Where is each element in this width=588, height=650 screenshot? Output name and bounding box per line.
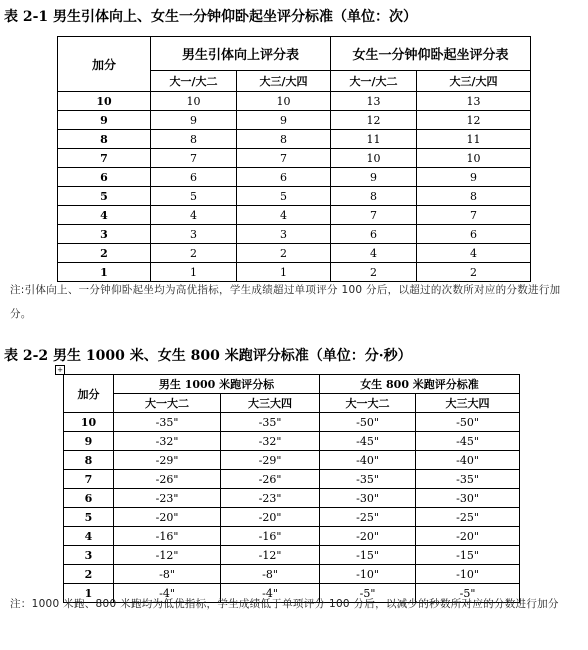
value-cell: 12 (331, 111, 417, 130)
score-cell: 4 (64, 527, 114, 546)
table-row (58, 111, 531, 130)
value-cell: 10 (331, 149, 417, 168)
value-cell: -23" (221, 489, 320, 508)
value-cell: -40" (416, 451, 520, 470)
score-cell: 5 (58, 187, 151, 206)
value-cell: 11 (331, 130, 417, 149)
table2 (63, 374, 520, 603)
table2-group-male: 男生 1000 米跑评分标 (114, 375, 320, 394)
value-cell: 6 (417, 225, 531, 244)
table2-sub-header: 大三大四 (221, 394, 320, 413)
table2-note: 注：1000 米跑、800 米跑均为低优指标，学生成绩低于单项评分 100 分后，以减少的秒数所对应的分数进行加分 (10, 598, 559, 610)
score-cell: 1 (64, 584, 114, 603)
score-cell: 9 (64, 432, 114, 451)
value-cell: -8" (221, 565, 320, 584)
value-cell: 5 (151, 187, 237, 206)
value-cell: 2 (151, 244, 237, 263)
value-cell: 2 (331, 263, 417, 282)
value-cell: -12" (221, 546, 320, 565)
value-cell: 8 (151, 130, 237, 149)
value-cell: -12" (114, 546, 221, 565)
value-cell: 4 (151, 206, 237, 225)
value-cell: -15" (416, 546, 520, 565)
table-row (64, 508, 520, 527)
value-cell: -32" (221, 432, 320, 451)
table-row (64, 527, 520, 546)
table-row (58, 92, 531, 111)
table-row (58, 244, 531, 263)
value-cell: -35" (221, 413, 320, 432)
value-cell: -35" (416, 470, 520, 489)
table-row (64, 451, 520, 470)
value-cell: -29" (114, 451, 221, 470)
value-cell: -25" (320, 508, 416, 527)
value-cell: 6 (237, 168, 331, 187)
value-cell: 4 (331, 244, 417, 263)
value-cell: -20" (221, 508, 320, 527)
value-cell: -45" (416, 432, 520, 451)
table1-title: 表 2-1 男生引体向上、女生一分钟仰卧起坐评分标准（单位：次） (4, 9, 418, 25)
table1-sub-header: 大一/大二 (151, 71, 237, 92)
value-cell: -30" (416, 489, 520, 508)
table2-sub-header: 大一大二 (114, 394, 221, 413)
value-cell: 9 (331, 168, 417, 187)
value-cell: -45" (320, 432, 416, 451)
value-cell: 7 (237, 149, 331, 168)
table-row (58, 187, 531, 206)
score-cell: 7 (58, 149, 151, 168)
score-cell: 10 (64, 413, 114, 432)
value-cell: -20" (416, 527, 520, 546)
value-cell: 10 (151, 92, 237, 111)
table-row (64, 432, 520, 451)
value-cell: 8 (331, 187, 417, 206)
table-move-handle-icon[interactable]: + (55, 365, 65, 375)
score-cell: 7 (64, 470, 114, 489)
score-cell: 9 (58, 111, 151, 130)
value-cell: 12 (417, 111, 531, 130)
value-cell: -23" (114, 489, 221, 508)
table-row (58, 149, 531, 168)
value-cell: -50" (320, 413, 416, 432)
value-cell: 13 (417, 92, 531, 111)
score-cell: 10 (58, 92, 151, 111)
score-cell: 1 (58, 263, 151, 282)
table1-group-female: 女生一分钟仰卧起坐评分表 (331, 37, 531, 71)
table-row (64, 489, 520, 508)
table-row (58, 168, 531, 187)
value-cell: 10 (417, 149, 531, 168)
value-cell: -32" (114, 432, 221, 451)
value-cell: -25" (416, 508, 520, 527)
value-cell: 9 (417, 168, 531, 187)
table-row (58, 225, 531, 244)
value-cell: -10" (320, 565, 416, 584)
value-cell: -8" (114, 565, 221, 584)
value-cell: -30" (320, 489, 416, 508)
value-cell: 8 (237, 130, 331, 149)
table2-sub-header: 大三大四 (416, 394, 520, 413)
value-cell: 4 (417, 244, 531, 263)
value-cell: -5" (320, 584, 416, 603)
value-cell: -4" (114, 584, 221, 603)
value-cell: -26" (114, 470, 221, 489)
value-cell: 7 (331, 206, 417, 225)
value-cell: 9 (151, 111, 237, 130)
value-cell: -35" (114, 413, 221, 432)
score-cell: 4 (58, 206, 151, 225)
score-cell: 5 (64, 508, 114, 527)
score-cell: 2 (58, 244, 151, 263)
score-cell: 3 (64, 546, 114, 565)
value-cell: -50" (416, 413, 520, 432)
value-cell: -29" (221, 451, 320, 470)
value-cell: 3 (237, 225, 331, 244)
score-cell: 8 (64, 451, 114, 470)
value-cell: 1 (237, 263, 331, 282)
value-cell: -35" (320, 470, 416, 489)
value-cell: 7 (417, 206, 531, 225)
value-cell: -20" (114, 508, 221, 527)
value-cell: -40" (320, 451, 416, 470)
table-row (64, 470, 520, 489)
value-cell: 4 (237, 206, 331, 225)
value-cell: -4" (221, 584, 320, 603)
value-cell: 10 (237, 92, 331, 111)
table-row (64, 546, 520, 565)
score-cell: 2 (64, 565, 114, 584)
table-row (64, 565, 520, 584)
table-row (64, 413, 520, 432)
table1-note: 注:引体向上、一分钟仰卧起坐均为高优指标，学生成绩超过单项评分 100 分后，以超过的次数所对应的分数进行加分。 (10, 284, 561, 320)
table-row (58, 130, 531, 149)
value-cell: 6 (331, 225, 417, 244)
score-cell: 6 (64, 489, 114, 508)
value-cell: 6 (151, 168, 237, 187)
table1-sub-header: 大一/大二 (331, 71, 417, 92)
table1 (57, 36, 531, 282)
value-cell: -26" (221, 470, 320, 489)
value-cell: 9 (237, 111, 331, 130)
value-cell: -15" (320, 546, 416, 565)
value-cell: 8 (417, 187, 531, 206)
table1-sub-header: 大三/大四 (417, 71, 531, 92)
table-row (58, 206, 531, 225)
value-cell: 11 (417, 130, 531, 149)
value-cell: 13 (331, 92, 417, 111)
value-cell: -5" (416, 584, 520, 603)
table2-title: 表 2-2 男生 1000 米、女生 800 米跑评分标准（单位：分·秒） (4, 348, 412, 364)
value-cell: 7 (151, 149, 237, 168)
value-cell: -20" (320, 527, 416, 546)
value-cell: 2 (237, 244, 331, 263)
table2-row-header: 加分 (64, 375, 114, 413)
score-cell: 8 (58, 130, 151, 149)
score-cell: 3 (58, 225, 151, 244)
value-cell: -16" (114, 527, 221, 546)
value-cell: 3 (151, 225, 237, 244)
table1-row-header: 加分 (58, 37, 151, 92)
value-cell: 1 (151, 263, 237, 282)
value-cell: -16" (221, 527, 320, 546)
table1-sub-header: 大三/大四 (237, 71, 331, 92)
value-cell: 2 (417, 263, 531, 282)
score-cell: 6 (58, 168, 151, 187)
value-cell: -10" (416, 565, 520, 584)
table2-group-female: 女生 800 米跑评分标准 (320, 375, 520, 394)
table1-group-male: 男生引体向上评分表 (151, 37, 331, 71)
value-cell: 5 (237, 187, 331, 206)
table2-sub-header: 大一大二 (320, 394, 416, 413)
